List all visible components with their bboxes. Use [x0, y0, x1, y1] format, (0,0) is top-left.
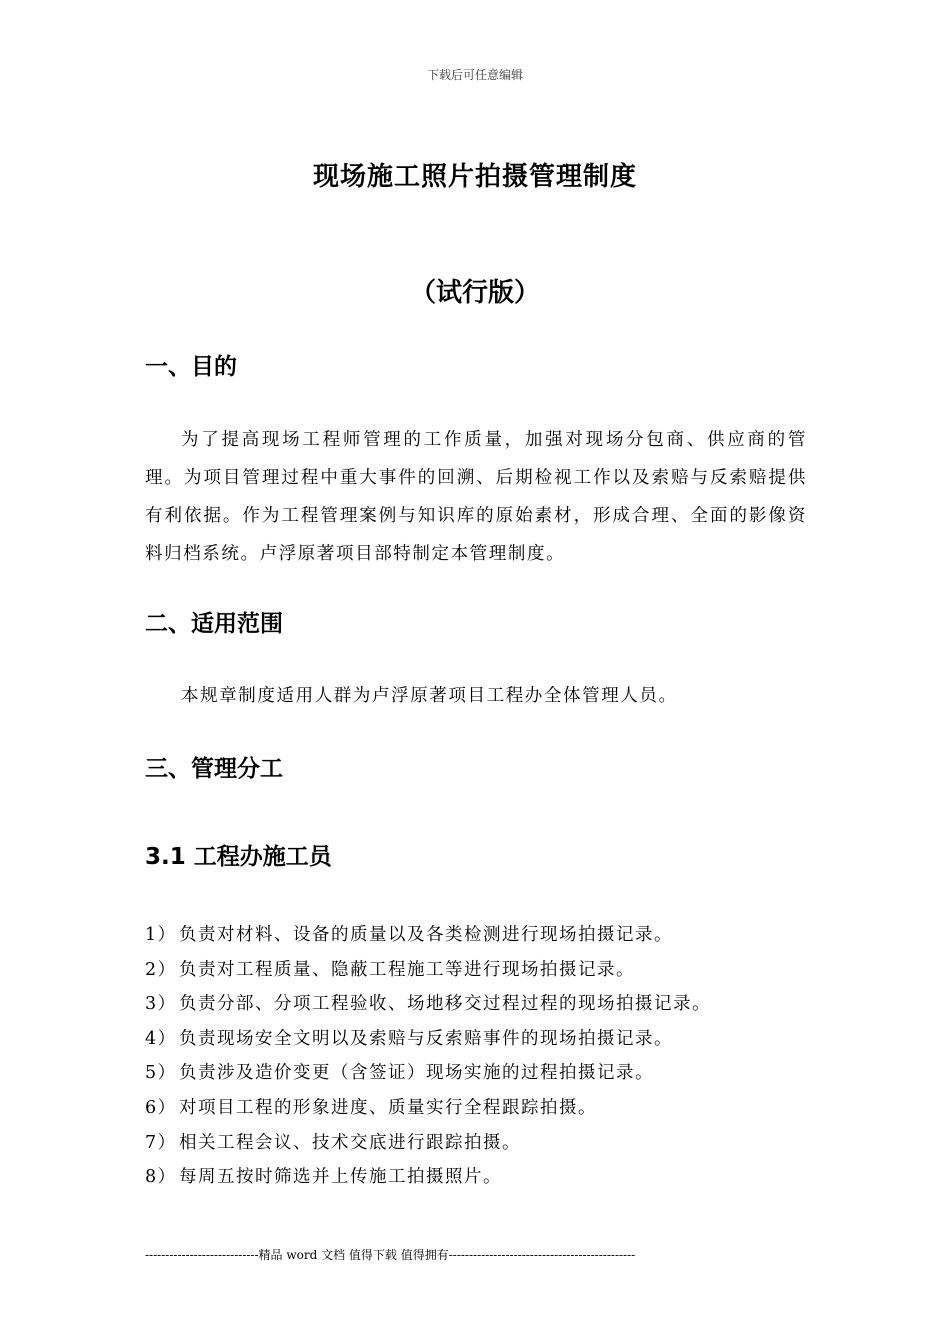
list-item-number: 1）: [145, 925, 177, 945]
section-heading-scope: 二、适用范围: [145, 611, 283, 637]
list-item-number: 3）: [145, 994, 177, 1015]
list-item-text: 相关工程会议、技术交底进行跟踪拍摄。: [179, 1132, 521, 1153]
scope-paragraph: 本规章制度适用人群为卢浮原著项目工程办全体管理人员。: [181, 686, 678, 706]
list-item: [145, 1126, 825, 1161]
list-item-number: 7）: [145, 1132, 177, 1153]
list-item-number: 5）: [145, 1063, 177, 1084]
list-item-text: 负责对工程质量、隐蔽工程施工等进行现场拍摄记录。: [179, 959, 635, 980]
list-item: [145, 1022, 825, 1057]
list-item-number: 4）: [145, 1028, 177, 1049]
duty-list: [145, 918, 825, 1195]
document-subtitle: （试行版）: [409, 278, 540, 308]
list-item-text: 每周五按时筛选并上传施工拍摄照片。: [179, 1167, 502, 1188]
subsection-heading-construction-staff: 3.1 工程办施工员: [145, 844, 332, 870]
list-item: [145, 1056, 825, 1091]
list-item-number: 2）: [145, 959, 177, 980]
list-item: [145, 953, 825, 988]
header-note: 下载后可任意编辑: [426, 68, 523, 82]
list-item-text: 负责对材料、设备的质量以及各类检测进行现场拍摄记录。: [179, 925, 673, 945]
list-item-text: 负责现场安全文明以及索赔与反索赔事件的现场拍摄记录。: [179, 1028, 673, 1049]
list-item: [145, 987, 825, 1022]
list-item: [145, 1160, 825, 1195]
list-item: [145, 1091, 825, 1126]
list-item-number: 6）: [145, 1097, 177, 1118]
list-item-text: 对项目工程的形象进度、质量实行全程跟踪拍摄。: [179, 1097, 597, 1118]
document-title: 现场施工照片拍摄管理制度: [312, 162, 637, 192]
list-item-number: 8）: [145, 1167, 177, 1188]
purpose-paragraph: 为了提高现场工程师管理的工作质量，加强对现场分包商、供应商的管理。为项目管理过程中重大事件的回溯、后期检视工作以及索赔与反索赔提供有利依据。作为工程管理案例与知识库的原始素材，形成合理、全面的影像资料归档系统。卢浮原著项目部特制定本管理制度。: [145, 430, 807, 564]
list-item-text: 负责分部、分项工程验收、场地移交过程过程的现场拍摄记录。: [179, 994, 711, 1015]
footer-note: ----------------------------精品 word 文档 值得下载 值得拥有----------------------------------------------: [145, 1248, 636, 1262]
section-heading-purpose: 一、目的: [145, 354, 237, 380]
list-item: [145, 918, 825, 953]
section-heading-division: 三、管理分工: [145, 756, 283, 782]
list-item-text: 负责涉及造价变更（含签证）现场实施的过程拍摄记录。: [179, 1063, 654, 1084]
